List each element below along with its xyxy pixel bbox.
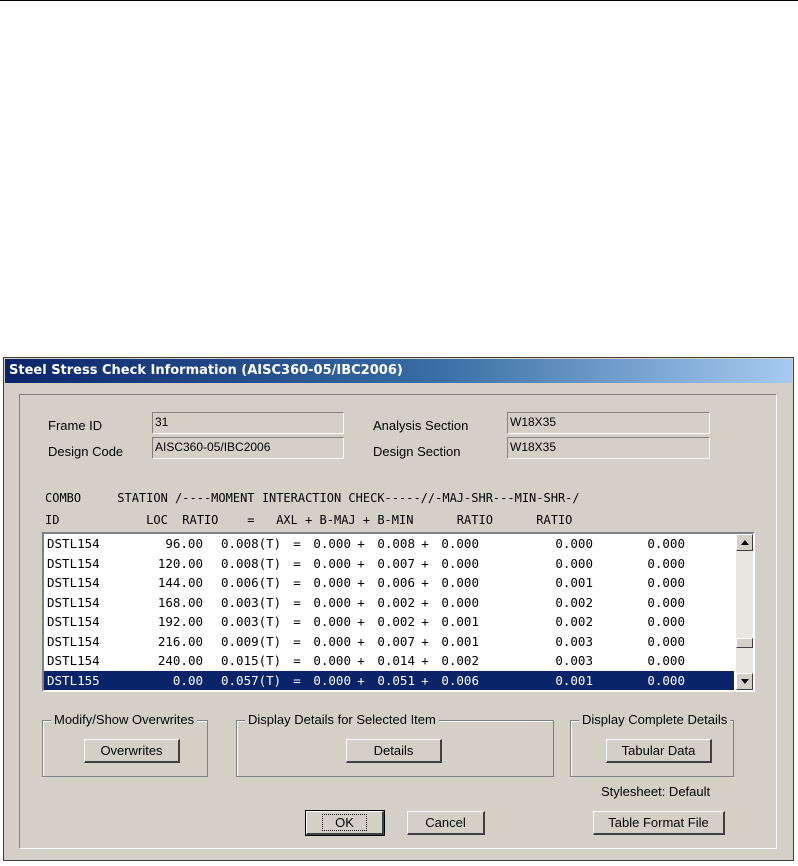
cell-majshr: 0.002 (555, 614, 593, 629)
top-divider-line (0, 0, 798, 1)
cell-axl: 0.000 (313, 633, 351, 649)
cell-combo: DSTL154 (47, 633, 100, 649)
cell-eq: = (293, 672, 301, 688)
frame-id-label: Frame ID (48, 418, 103, 433)
cell-station: 168.00 (157, 594, 203, 610)
cell-p2: + (421, 672, 429, 688)
cell-eq: = (293, 555, 301, 571)
cell-combo: DSTL154 (47, 653, 100, 668)
cell-eq: = (293, 633, 301, 649)
cell-bmin: 0.001 (441, 614, 479, 629)
cell-p2: + (421, 555, 429, 571)
cell-p2: + (421, 614, 429, 629)
cell-minshr: 0.000 (647, 614, 685, 629)
complete-group-title: Display Complete Details (579, 712, 730, 727)
table-row[interactable] (44, 554, 734, 574)
analysis-section-field[interactable]: W18X35 (507, 412, 710, 434)
details-button[interactable]: Details (346, 739, 442, 763)
scroll-down-button[interactable] (736, 673, 753, 690)
cell-p1: + (357, 614, 365, 629)
cell-minshr: 0.000 (647, 653, 685, 668)
cell-bmin: 0.000 (441, 575, 479, 590)
cell-minshr: 0.000 (647, 594, 685, 610)
cancel-button[interactable]: Cancel (407, 811, 485, 835)
cell-p1: + (357, 575, 365, 590)
chevron-up-icon (741, 540, 749, 545)
table-row[interactable] (44, 593, 734, 613)
cell-majshr: 0.001 (555, 672, 593, 688)
frame-id-field[interactable]: 31 (152, 412, 344, 434)
cell-combo: DSTL154 (47, 555, 100, 571)
cell-majshr: 0.000 (555, 555, 593, 571)
cell-axl: 0.000 (313, 555, 351, 571)
overwrites-button[interactable]: Overwrites (84, 739, 180, 763)
cell-bmaj: 0.002 (377, 614, 415, 629)
analysis-section-label: Analysis Section (373, 418, 469, 433)
cell-axl: 0.000 (313, 614, 351, 629)
modify-group-title: Modify/Show Overwrites (51, 712, 197, 727)
ok-button[interactable] (306, 811, 384, 835)
cell-p1: + (357, 536, 365, 551)
cell-majshr: 0.002 (555, 594, 593, 610)
cell-p1: + (357, 653, 365, 668)
design-section-field[interactable]: W18X35 (507, 437, 710, 459)
table-row[interactable] (44, 651, 734, 671)
table-header-line2: ID LOC RATIO = AXL + B-MAJ + B-MIN RATIO RATIO (45, 513, 573, 527)
cell-combo: DSTL154 (47, 614, 100, 629)
cell-station: 240.00 (157, 653, 203, 668)
table-row[interactable] (44, 671, 734, 691)
cell-combo: DSTL154 (47, 575, 100, 590)
cell-axl: 0.000 (313, 653, 351, 668)
cell-ratio: 0.015(T) (221, 653, 282, 668)
cell-ratio: 0.057(T) (221, 672, 282, 688)
ok-button-label: OK (322, 814, 367, 831)
cell-eq: = (293, 653, 301, 668)
cell-p2: + (421, 633, 429, 649)
table-row[interactable] (44, 632, 734, 652)
cell-p2: + (421, 536, 429, 551)
scroll-up-button[interactable] (736, 534, 753, 551)
cell-bmin: 0.006 (441, 672, 479, 688)
cell-station: 120.00 (157, 555, 203, 571)
cell-ratio: 0.006(T) (221, 575, 282, 590)
table-header-line1: COMBO STATION /----MOMENT INTERACTION CHECK-----//-MAJ-SHR---MIN-SHR-/ (45, 491, 580, 505)
scroll-thumb[interactable] (736, 638, 753, 648)
cell-bmaj: 0.008 (377, 536, 415, 551)
cell-station: 0.00 (172, 672, 203, 688)
cell-eq: = (293, 594, 301, 610)
cell-axl: 0.000 (313, 575, 351, 590)
design-code-label: Design Code (48, 444, 124, 459)
design-code-field[interactable]: AISC360-05/IBC2006 (152, 437, 344, 459)
cell-majshr: 0.003 (555, 633, 593, 649)
cell-p2: + (421, 575, 429, 590)
cell-axl: 0.000 (313, 672, 351, 688)
cell-station: 216.00 (157, 633, 203, 649)
cell-minshr: 0.000 (647, 633, 685, 649)
cell-bmin: 0.000 (441, 536, 479, 551)
design-section-label: Design Section (373, 444, 461, 459)
table-format-file-button[interactable]: Table Format File (593, 811, 725, 835)
table-row[interactable] (44, 534, 734, 554)
cell-p1: + (357, 594, 365, 610)
cell-combo: DSTL154 (47, 536, 100, 551)
cell-ratio: 0.008(T) (221, 555, 282, 571)
cell-ratio: 0.009(T) (221, 633, 282, 649)
results-list[interactable] (42, 532, 755, 692)
cell-combo: DSTL154 (47, 594, 100, 610)
tabular-data-button[interactable]: Tabular Data (606, 739, 712, 763)
cell-combo: DSTL155 (47, 672, 100, 688)
cell-minshr: 0.000 (647, 536, 685, 551)
cell-majshr: 0.000 (555, 536, 593, 551)
cell-bmin: 0.000 (441, 555, 479, 571)
table-row[interactable] (44, 612, 734, 632)
cell-bmin: 0.002 (441, 653, 479, 668)
cell-axl: 0.000 (313, 536, 351, 551)
cell-bmaj: 0.007 (377, 633, 415, 649)
cell-bmin: 0.000 (441, 594, 479, 610)
chevron-down-icon (741, 679, 749, 684)
table-row[interactable] (44, 573, 734, 593)
cell-ratio: 0.008(T) (221, 536, 282, 551)
cell-p2: + (421, 653, 429, 668)
title-bar: Steel Stress Check Information (AISC360-05/IBC2006) (5, 359, 792, 383)
cell-bmaj: 0.002 (377, 594, 415, 610)
cell-bmaj: 0.014 (377, 653, 415, 668)
cell-minshr: 0.000 (647, 555, 685, 571)
cell-axl: 0.000 (313, 594, 351, 610)
cell-station: 192.00 (157, 614, 203, 629)
cell-eq: = (293, 536, 301, 551)
cell-bmin: 0.001 (441, 633, 479, 649)
cell-bmaj: 0.051 (377, 672, 415, 688)
cell-p1: + (357, 672, 365, 688)
cell-station: 96.00 (165, 536, 203, 551)
cell-bmaj: 0.007 (377, 555, 415, 571)
cell-p2: + (421, 594, 429, 610)
cell-bmaj: 0.006 (377, 575, 415, 590)
cell-ratio: 0.003(T) (221, 594, 282, 610)
cell-eq: = (293, 614, 301, 629)
stylesheet-label: Stylesheet: Default (601, 784, 711, 799)
cell-majshr: 0.003 (555, 653, 593, 668)
cell-majshr: 0.001 (555, 575, 593, 590)
cell-station: 144.00 (157, 575, 203, 590)
cell-minshr: 0.000 (647, 575, 685, 590)
cell-ratio: 0.003(T) (221, 614, 282, 629)
cell-p1: + (357, 555, 365, 571)
cell-eq: = (293, 575, 301, 590)
list-scrollbar[interactable] (736, 534, 753, 690)
cell-minshr: 0.000 (647, 672, 685, 688)
cell-p1: + (357, 633, 365, 649)
results-rows (44, 534, 734, 690)
details-group-title: Display Details for Selected Item (245, 712, 439, 727)
